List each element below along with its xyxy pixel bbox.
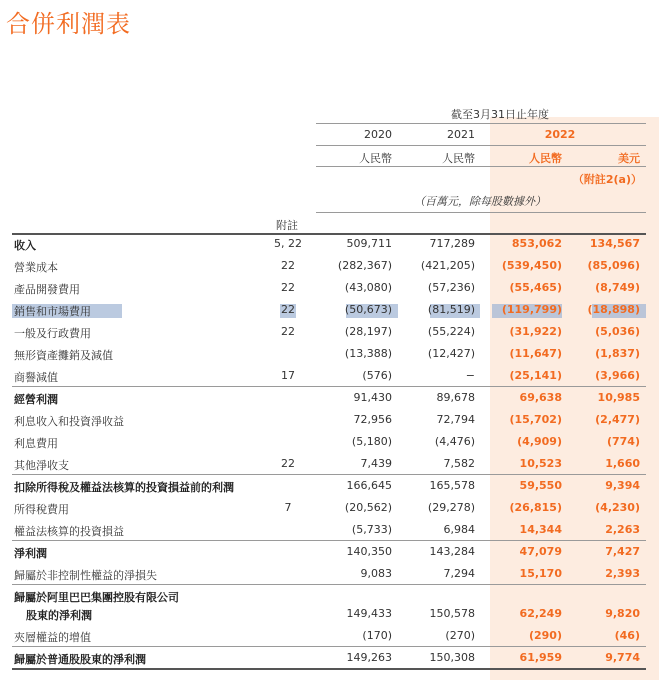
usd-note: （附註2(a)） [572,173,642,186]
row-value-2020: 140,350 [346,545,392,558]
row-label: 歸屬於普通股股東的淨利潤 [14,653,146,666]
row-value-2022: 853,062 [511,237,562,250]
row-note: 17 [281,369,295,382]
row-value-2021: (4,476) [434,435,475,448]
row-value-usd: (46) [614,629,640,642]
row-label: 無形資產攤銷及減值 [14,349,113,362]
section-rule [12,584,646,585]
row-label: 扣除所得稅及權益法核算的投資損益前的利潤 [14,481,234,494]
row-value-2022: (290) [528,629,562,642]
col-year-2020: 2020 [364,128,392,141]
page-title: 合併利潤表 [6,10,131,38]
row-value-2020: (28,197) [344,325,392,338]
row-value-2021: − [465,369,475,382]
row-value-2020: (13,388) [344,347,392,360]
row-value-usd: 7,427 [605,545,640,558]
row-value-2020: (282,367) [337,259,392,272]
row-value-2022: (539,450) [501,259,562,272]
row-value-usd: (2,477) [595,413,640,426]
row-label: 夾層權益的增值 [14,631,91,644]
row-value-2022: (119,799) [501,303,562,316]
row-value-2021: (270) [445,629,475,642]
row-value-2022: (25,141) [509,369,562,382]
row-value-2021: 165,578 [429,479,475,492]
row-value-2022: 69,638 [519,391,562,404]
row-value-2021: (12,427) [427,347,475,360]
row-value-usd: 1,660 [605,457,640,470]
row-value-2020: 7,439 [360,457,392,470]
row-value-2021: (55,224) [427,325,475,338]
row-value-usd: 2,393 [605,567,640,580]
section-rule [12,646,646,647]
row-value-2021: 72,794 [436,413,475,426]
section-rule [12,386,646,387]
row-value-2021: (57,236) [427,281,475,294]
year-rule [316,145,646,146]
row-value-2022: (31,922) [509,325,562,338]
row-label: 歸屬於非控制性權益的淨損失 [14,569,157,582]
row-note: 22 [281,281,295,294]
row-label: 利息收入和投資淨收益 [14,415,124,428]
row-label: 一般及行政費用 [14,327,91,340]
row-value-usd: 9,774 [605,651,640,664]
section-rule [12,540,646,541]
row-value-2020: (50,673) [344,303,392,316]
row-value-2021: 7,294 [443,567,475,580]
col-currency-2021: 人民幣 [442,152,475,165]
row-note: 5, 22 [274,237,302,250]
row-value-2020: 9,083 [360,567,392,580]
row-label: 股東的淨利潤 [26,609,92,622]
row-value-2022: 10,523 [519,457,562,470]
row-value-2021: (29,278) [427,501,475,514]
header-bottom-rule [12,233,646,235]
row-label: 收入 [14,239,36,252]
col-year-2021: 2021 [447,128,475,141]
row-value-2022: 59,550 [519,479,562,492]
row-value-2020: (20,562) [344,501,392,514]
row-note: 22 [281,457,295,470]
period-rule [316,123,646,124]
row-value-2022: 47,079 [519,545,562,558]
period-header: 截至3月31日止年度 [451,108,549,121]
row-value-2021: 150,308 [429,651,475,664]
row-value-usd: (774) [606,435,640,448]
row-value-2021: 7,582 [443,457,475,470]
row-value-2020: (43,080) [344,281,392,294]
row-value-2022: 61,959 [519,651,562,664]
row-value-2020: 509,711 [346,237,392,250]
units-note: （百萬元，除每股數據外） [414,195,546,208]
section-rule [12,474,646,475]
statement-bottom-rule [12,668,646,670]
row-value-2021: (81,519) [427,303,475,316]
row-value-2020: (5,180) [351,435,392,448]
row-label: 產品開發費用 [14,283,80,296]
row-value-usd: (4,230) [595,501,640,514]
row-label: 銷售和市場費用 [14,305,91,318]
row-value-2022: 62,249 [519,607,562,620]
row-value-usd: 9,820 [605,607,640,620]
row-value-2022: 15,170 [519,567,562,580]
row-value-2020: 166,645 [346,479,392,492]
row-value-2020: 149,263 [346,651,392,664]
row-value-usd: 134,567 [589,237,640,250]
row-value-usd: (85,096) [587,259,640,272]
row-label: 商譽減值 [14,371,58,384]
row-label: 淨利潤 [14,547,47,560]
row-value-2021: 150,578 [429,607,475,620]
col-currency-2022: 人民幣 [529,152,562,165]
row-note: 22 [281,303,295,316]
row-note: 22 [281,259,295,272]
row-value-2021: 143,284 [429,545,475,558]
col-currency-usd: 美元 [618,152,640,165]
row-value-2021: 717,289 [429,237,475,250]
col-year-2022: 2022 [544,128,576,141]
row-value-2020: (170) [362,629,392,642]
row-label: 利息費用 [14,437,58,450]
row-value-usd: (5,036) [595,325,640,338]
row-value-2022: (11,647) [509,347,562,360]
row-label: 其他淨收支 [14,459,69,472]
row-value-2022: (26,815) [509,501,562,514]
currency-rule [316,166,646,167]
row-value-usd: (1,837) [595,347,640,360]
row-value-usd: 9,394 [605,479,640,492]
row-value-usd: (18,898) [587,303,640,316]
col-currency-2020: 人民幣 [359,152,392,165]
row-label: 所得稅費用 [14,503,69,516]
row-label: 經營利潤 [14,393,58,406]
row-label: 權益法核算的投資損益 [14,525,124,538]
row-value-2021: 89,678 [436,391,475,404]
row-note: 7 [284,501,292,514]
row-value-2021: 6,984 [443,523,475,536]
units-rule [316,212,646,213]
row-value-2020: (5,733) [351,523,392,536]
row-value-2020: 149,433 [346,607,392,620]
row-value-2020: 72,956 [353,413,392,426]
row-value-usd: (3,966) [595,369,640,382]
row-value-2022: (55,465) [509,281,562,294]
note-col-header: 附註 [276,219,298,232]
row-label: 營業成本 [14,261,58,274]
row-value-2020: (576) [362,369,392,382]
row-value-usd: 2,263 [605,523,640,536]
row-value-usd: (8,749) [595,281,640,294]
row-note: 22 [281,325,295,338]
row-value-2022: 14,344 [519,523,562,536]
row-value-usd: 10,985 [597,391,640,404]
row-value-2020: 91,430 [353,391,392,404]
row-label: 歸屬於阿里巴巴集團控股有限公司 [14,591,179,604]
row-value-2022: (4,909) [517,435,562,448]
row-value-2021: (421,205) [420,259,475,272]
row-value-2022: (15,702) [509,413,562,426]
